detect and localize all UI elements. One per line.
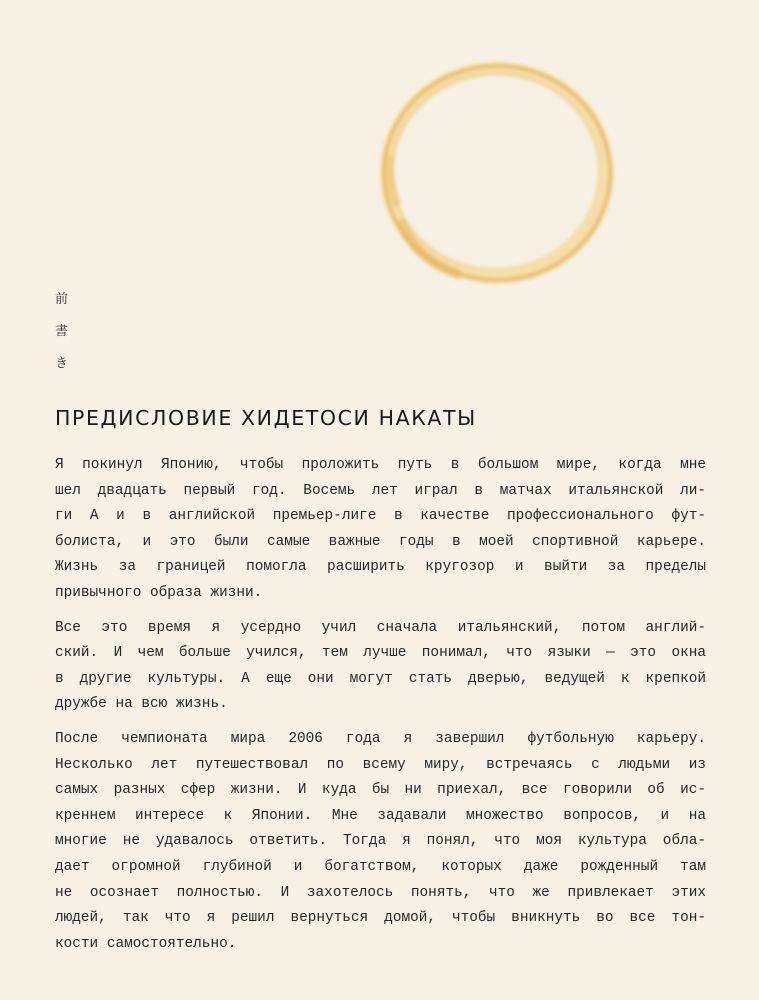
text-line: Несколько лет путешествовал по всему миру, встречаясь с людьми из [55, 756, 706, 773]
vertical-japanese-heading [55, 284, 75, 380]
text-line: После чемпионата мира 2006 года я завершил футбольную карьеру. [55, 730, 706, 747]
text-line: ский. И чем больше учился, тем лучше понимал, что языки — это окна [55, 645, 706, 662]
text-line: в другие культуры. А еще они могут стать дверью, ведущей к крепкой [55, 670, 706, 687]
vertical-heading-char: 書 [55, 324, 69, 339]
coffee-ring-stain [370, 55, 630, 295]
text-line: ги А и в английской премьер-лиге в качестве профессионального фут- [55, 508, 706, 525]
text-line: самых разных сфер жизни. И куда бы ни приехал, все говорили об ис- [55, 782, 706, 799]
text-line: дает огромной глубиной и богатством, которых даже рожденный там [55, 858, 706, 875]
text-line: Жизнь за границей помогла расширить кругозор и выйти за пределы [55, 559, 706, 576]
text-line: привычного образа жизни. [55, 584, 263, 601]
text-line: многие не удавалось ответить. Тогда я понял, что моя культура обла- [55, 833, 706, 850]
paragraph [55, 616, 706, 718]
paragraph [55, 453, 706, 607]
vertical-heading-char: き [55, 356, 69, 371]
text-line: Все это время я усердно учил сначала итальянский, потом англий- [55, 619, 706, 636]
text-line: людей, так что я решил вернуться домой, чтобы вникнуть во все тон- [55, 910, 706, 927]
vertical-heading-char: 前 [55, 292, 69, 307]
text-line: дружбе на всю жизнь. [55, 696, 228, 713]
text-line: кости самостоятельно. [55, 935, 237, 952]
text-line: Я покинул Японию, чтобы проложить путь в большом мире, когда мне [55, 457, 706, 473]
page-title: ПРЕДИСЛОВИЕ ХИДЕТОСИ НАКАТЫ [55, 406, 477, 430]
paragraph [55, 727, 706, 957]
body-text [55, 453, 706, 966]
text-line: креннем интересе к Японии. Мне задавали множество вопросов, и на [55, 807, 706, 824]
text-line: не осознает полностью. И захотелось понять, что же привлекает этих [55, 884, 706, 901]
text-line: болиста, и это были самые важные годы в моей спортивной карьере. [55, 533, 706, 550]
text-line: шел двадцать первый год. Восемь лет играл в матчах итальянской ли- [55, 482, 706, 499]
